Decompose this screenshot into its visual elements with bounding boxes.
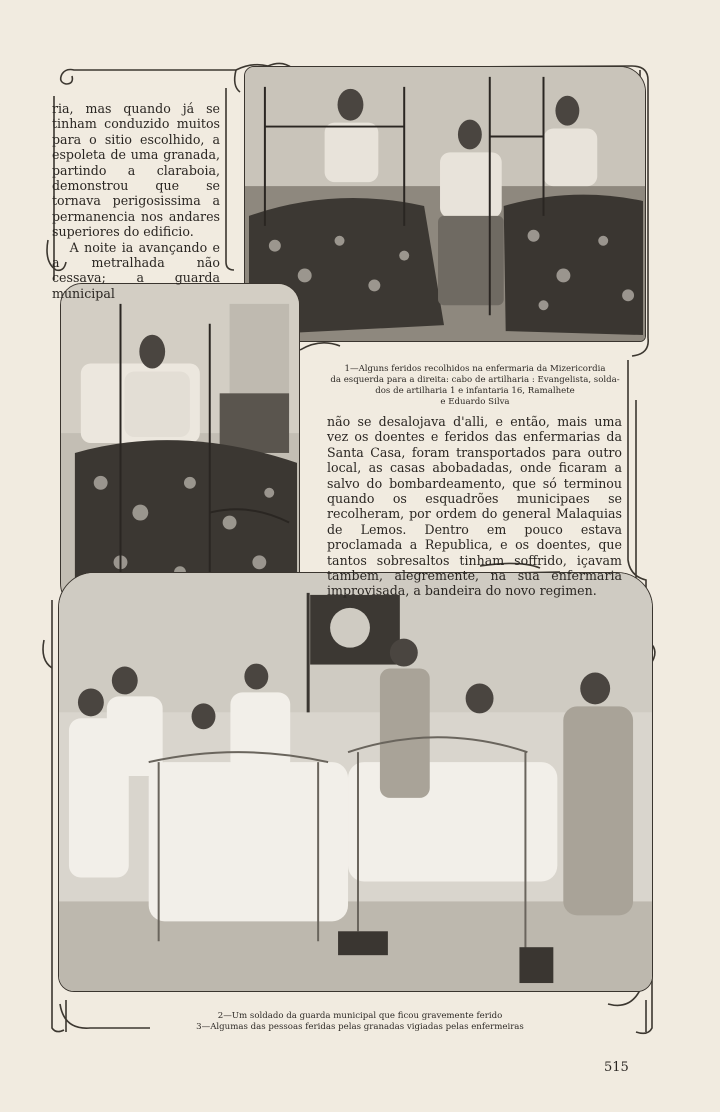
- caption-line: da esquerda para a direita: cabo de artilharia : Evangelista, solda-: [330, 375, 620, 385]
- caption-line: dos de artilharia 1 e infantaria 16, Ramalhete: [375, 386, 575, 396]
- article-text-top-column: [52, 101, 220, 301]
- caption-line: 1—Alguns feridos recolhidos na enfermaria da Mizericordia: [344, 364, 606, 374]
- caption-photo-2: 2—Um soldado da guarda municipal que ficou gravemente ferido: [217, 1011, 503, 1021]
- article-text-middle-column: [327, 414, 622, 599]
- article-paragraph: não se desalojava d'alli, e então, mais uma vez os doentes e feridos das enfermarias da Santa Casa, foram transportados para outro local, as casas abobadadas, onde ficaram a salvo do bombardeamento, que só terminou quando os esquadrões municipaes se recolheram, por ordem do general Malaquias de Lemos. Dentro em pouco estava proclamada a Republica, e os doentes, que tantos sobresaltos tinham soffrido, içavam tambem, alegremente, na sua enfermaria improvisada, a bandeira do novo regimen.: [327, 414, 622, 599]
- caption-photos-2-3: [60, 1011, 660, 1033]
- caption-photo-1: [320, 364, 630, 408]
- photo-wounded-soldiers-beds: [244, 66, 646, 342]
- caption-line: e Eduardo Silva: [440, 397, 510, 407]
- article-paragraph: A noite ia avançando e a metralhada não cessava; a guarda municipal: [52, 239, 220, 301]
- page-number: 515: [604, 1060, 629, 1075]
- photo-nurses-and-wounded: [58, 572, 653, 992]
- caption-photo-3: 3—Algumas das pessoas feridas pelas granadas vigiadas pelas enfermeiras: [196, 1022, 524, 1032]
- article-paragraph: ria, mas quando já se tinham conduzido muitos para o sitio escolhido, a espoleta de uma granada, partindo a claraboia, demonstrou que se tornava perigosissima a permanencia nos andares superiores do edificio.: [52, 101, 220, 240]
- photo-municipal-guard-soldier: [60, 283, 300, 611]
